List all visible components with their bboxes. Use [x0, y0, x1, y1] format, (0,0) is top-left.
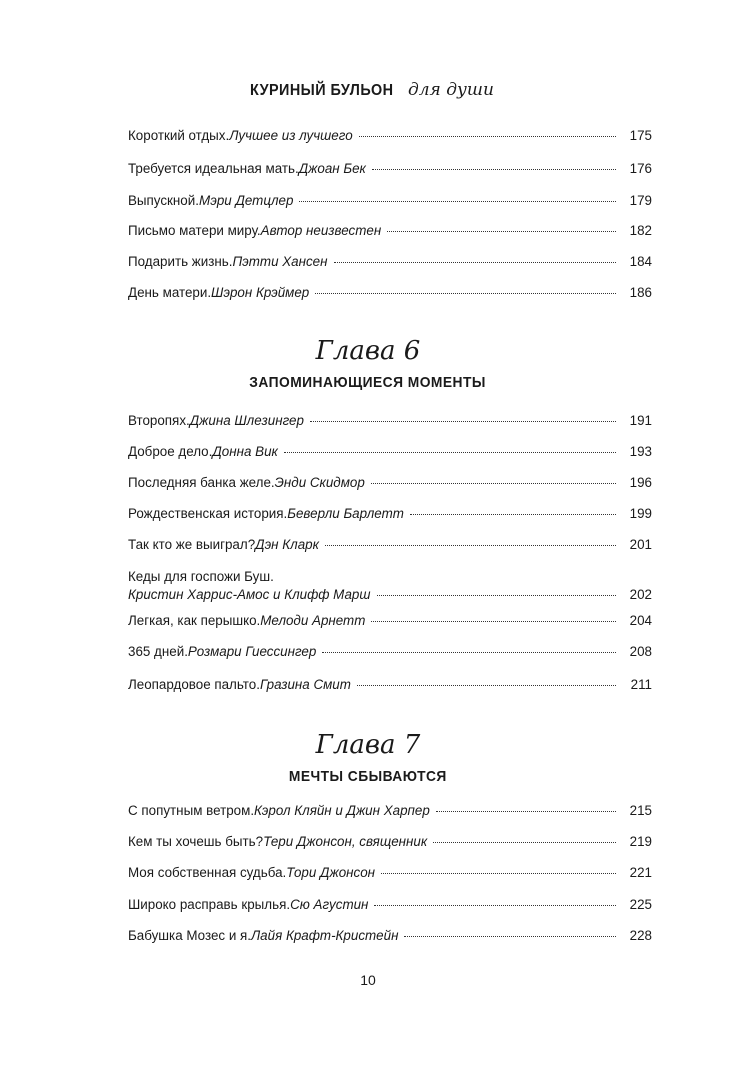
header-title: КУРИНЫЙ БУЛЬОН [250, 82, 394, 99]
page-ref: 202 [629, 587, 652, 602]
toc-entry: Последняя банка желе. Энди Скидмор 196 [128, 475, 652, 490]
leader-dots [372, 169, 616, 170]
page-ref: 191 [629, 413, 652, 428]
toc-entry: Выпускной. Мэри Детцлер 179 [128, 193, 652, 208]
leader-dots [325, 545, 616, 546]
leader-dots [410, 514, 616, 515]
leader-dots [315, 293, 616, 294]
chapter-heading [0, 730, 736, 786]
page-ref: 225 [629, 897, 652, 912]
page-ref: 196 [629, 475, 652, 490]
chapter-heading [0, 336, 736, 392]
page-ref: 228 [629, 928, 652, 943]
page-ref: 179 [629, 193, 652, 208]
toc-entry: День матери. Шэрон Крэймер 186 [128, 285, 652, 300]
toc-entry: Второпях. Джина Шлезингер 191 [128, 413, 652, 428]
page-ref: 175 [629, 128, 652, 143]
toc-entry: Подарить жизнь. Пэтти Хансен 184 [128, 254, 652, 269]
toc-entry: Так кто же выиграл? Дэн Кларк 201 [128, 537, 652, 552]
leader-dots [310, 421, 616, 422]
leader-dots [334, 262, 617, 263]
toc-entry: Требуется идеальная мать. Джоан Бек 176 [128, 161, 652, 176]
leader-dots [381, 873, 616, 874]
page-ref: 182 [629, 223, 652, 238]
toc-entry: Широко расправь крылья. Сю Агустин 225 [128, 897, 652, 912]
toc-entry: Доброе дело. Донна Вик 193 [128, 444, 652, 459]
leader-dots [359, 136, 616, 137]
toc-entry: 365 дней. Розмари Гиессингер 208 [128, 644, 652, 659]
running-header [0, 80, 736, 100]
toc-entry: Леопардовое пальто. Гразина Смит 211 [128, 677, 652, 692]
toc-entry: Короткий отдых. Лучшее из лучшего 175 [128, 128, 652, 143]
leader-dots [387, 231, 616, 232]
chapter-label: Глава 6 [315, 336, 421, 366]
toc-entry: С попутным ветром. Кэрол Кляйн и Джин Харпер 215 [128, 803, 652, 818]
page-ref: 211 [630, 677, 652, 692]
leader-dots [404, 936, 616, 937]
page-ref: 193 [629, 444, 652, 459]
leader-dots [377, 595, 617, 596]
chapter-label: Глава 7 [315, 730, 421, 760]
toc-entry: Моя собственная судьба. Тори Джонсон 221 [128, 865, 652, 880]
leader-dots [371, 621, 616, 622]
toc-entry: Кем ты хочешь быть? Тери Джонсон, священник 219 [128, 834, 652, 849]
page-ref: 199 [629, 506, 652, 521]
toc-entry: Рождественская история. Беверли Барлетт 199 [128, 506, 652, 521]
leader-dots [374, 905, 616, 906]
leader-dots [284, 452, 616, 453]
page-ref: 204 [629, 613, 652, 628]
toc-entry-two-line: Кеды для госпожи Буш. Кристин Харрис-Амос и Клифф Марш 202 [128, 569, 652, 602]
page-ref: 184 [629, 254, 652, 269]
toc-entry: Легкая, как перышко. Мелоди Арнетт 204 [128, 613, 652, 628]
page-ref: 215 [629, 803, 652, 818]
page-ref: 221 [629, 865, 652, 880]
chapter-title: ЗАПОМИНАЮЩИЕСЯ МОМЕНТЫ [249, 374, 487, 391]
entry-title-line: Кеды для госпожи Буш. [128, 569, 274, 584]
leader-dots [322, 652, 616, 653]
toc-entry: Письмо матери миру. Автор неизвестен 182 [128, 223, 652, 238]
header-script-title: для души [407, 80, 494, 100]
leader-dots [433, 842, 616, 843]
page-ref: 219 [629, 834, 652, 849]
toc-entry: Бабушка Мозес и я. Лайя Крафт-Кристейн 228 [128, 928, 652, 943]
leader-dots [436, 811, 616, 812]
chapter-title: МЕЧТЫ СБЫВАЮТСЯ [289, 768, 447, 785]
page-ref: 201 [629, 537, 652, 552]
leader-dots [371, 483, 616, 484]
leader-dots [357, 685, 616, 686]
page-ref: 176 [629, 161, 652, 176]
leader-dots [299, 201, 616, 202]
page-ref: 186 [629, 285, 652, 300]
page-ref: 208 [629, 644, 652, 659]
page-number: 10 [360, 972, 376, 988]
